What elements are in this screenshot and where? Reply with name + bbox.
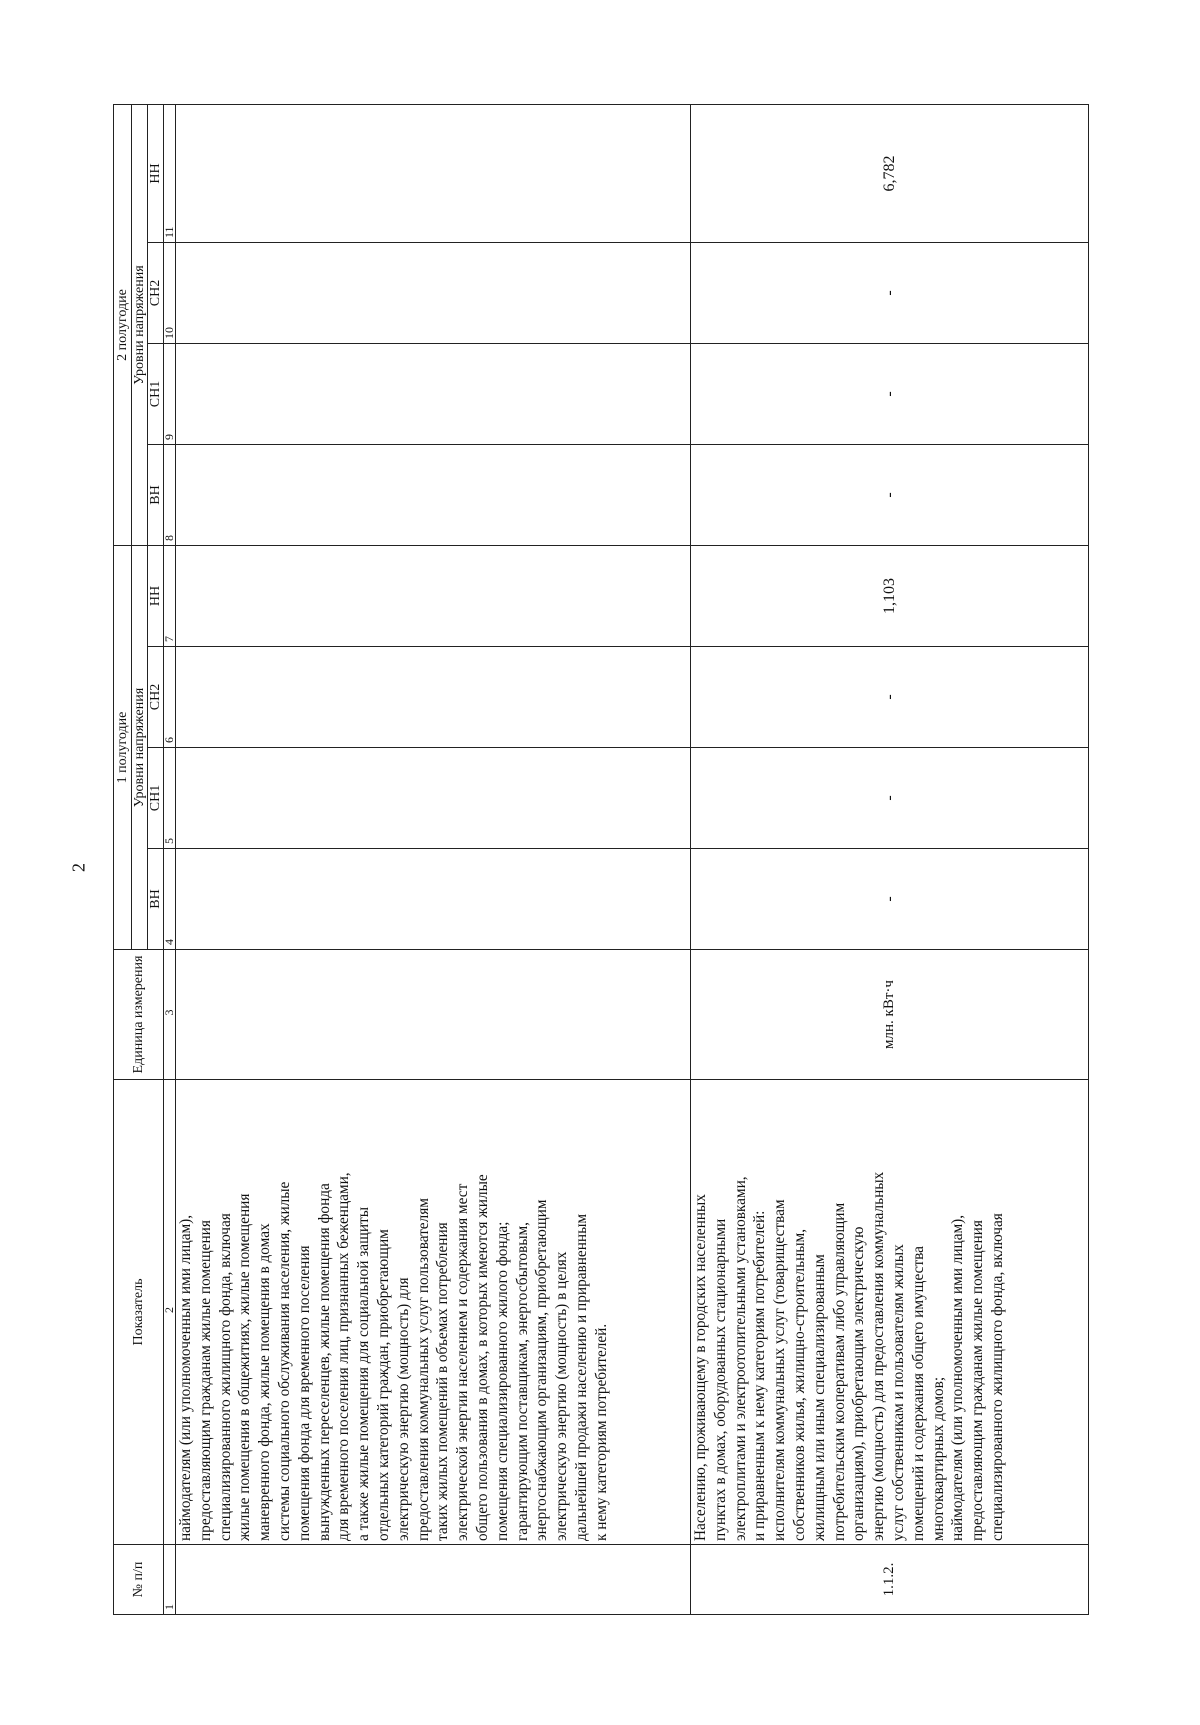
text-line: пунктах в домах, оборудованных стационарными bbox=[711, 1218, 729, 1541]
table-row bbox=[691, 105, 1089, 1615]
text-line: общего пользования в домах, в которых имеются жилые bbox=[473, 1174, 491, 1541]
value-cell: 6,782 bbox=[691, 105, 1089, 243]
page-number: 2 bbox=[68, 863, 89, 872]
header-half1: 1 полугодие bbox=[114, 546, 132, 950]
text-line: электрическую энергию (мощность) в целях bbox=[553, 1251, 571, 1541]
text-line: системы социального обслуживания населения, жилые bbox=[275, 1181, 293, 1541]
column-number: 7 bbox=[164, 546, 176, 647]
row-unit bbox=[176, 950, 691, 1080]
column-number: 5 bbox=[164, 748, 176, 849]
text-line: Населению, проживающему в городских населенных bbox=[692, 1194, 709, 1541]
row-indicator-text bbox=[176, 1080, 691, 1545]
text-line: наймодателям (или уполномоченным ими лицам), bbox=[177, 1214, 194, 1541]
value-cell bbox=[176, 344, 691, 445]
value-cell bbox=[176, 243, 691, 344]
header-indicator: Показатель bbox=[114, 1080, 164, 1545]
header-level-vn-2: ВН bbox=[148, 445, 164, 546]
text-line: специализированного жилищного фонда, включая bbox=[216, 1213, 234, 1541]
text-line: энергоснабжающим организациям, приобретающим bbox=[533, 1199, 551, 1541]
header-voltage-levels-1: Уровни напряжения bbox=[132, 546, 148, 950]
text-line: электроплитами и электроотопительными установками, bbox=[731, 1176, 749, 1541]
text-line: помещения фонда для временного поселения bbox=[295, 1245, 313, 1541]
value-cell: - bbox=[691, 748, 1089, 849]
header-level-nn-1: НН bbox=[148, 546, 164, 647]
text-line: собственников жилья, жилищно-строительным, bbox=[790, 1228, 808, 1541]
text-line: предоставляющим гражданам жилые помещения bbox=[969, 1220, 987, 1541]
header-level-sn2-1: СН2 bbox=[148, 647, 164, 748]
rotated-page-content bbox=[113, 105, 1083, 1615]
column-number: 6 bbox=[164, 647, 176, 748]
text-line: дальнейшей продажи населению и приравненным bbox=[572, 1213, 590, 1541]
text-line: организациям), приобретающим электрическую bbox=[850, 1226, 868, 1541]
header-no: № п/п bbox=[114, 1545, 164, 1615]
text-line: специализированного жилищного фонда, включая bbox=[988, 1213, 1006, 1541]
value-cell: - bbox=[691, 647, 1089, 748]
column-number: 3 bbox=[164, 950, 176, 1080]
text-line: помещений и содержания общего имущества bbox=[909, 1246, 927, 1541]
text-line: предоставляющим гражданам жилые помещения bbox=[196, 1220, 214, 1541]
header-half2: 2 полугодие bbox=[114, 105, 132, 546]
table-row bbox=[176, 105, 691, 1615]
value-cell: - bbox=[691, 344, 1089, 445]
text-line: электрической энергии населением и содержания мест bbox=[454, 1183, 472, 1541]
value-cell bbox=[176, 647, 691, 748]
header-level-sn1-1: СН1 bbox=[148, 748, 164, 849]
text-line: к нему категориям потребителей. bbox=[592, 1323, 610, 1541]
value-cell: - bbox=[691, 849, 1089, 950]
header-level-vn-1: ВН bbox=[148, 849, 164, 950]
value-cell bbox=[176, 546, 691, 647]
value-cell bbox=[176, 445, 691, 546]
text-line: исполнителям коммунальных услуг (товариществам bbox=[771, 1199, 789, 1541]
text-line: и приравненным к нему категориям потребителей: bbox=[751, 1210, 769, 1541]
text-line: вынужденных переселенцев, жилые помещения фонда bbox=[315, 1183, 333, 1541]
column-number: 9 bbox=[164, 344, 176, 445]
text-line: наймодателям (или уполномоченным ими лицам), bbox=[949, 1214, 967, 1541]
column-number: 10 bbox=[164, 243, 176, 344]
column-number: 4 bbox=[164, 849, 176, 950]
row-index bbox=[176, 1545, 691, 1615]
value-cell bbox=[176, 748, 691, 849]
column-number: 2 bbox=[164, 1080, 176, 1545]
text-line: услуг собственникам и пользователям жилых bbox=[889, 1244, 907, 1541]
text-line: многоквартирных домов; bbox=[929, 1376, 947, 1541]
row-index: 1.1.2. bbox=[691, 1545, 1089, 1615]
text-line: жилые помещения в общежитиях, жилые помещения bbox=[236, 1193, 254, 1541]
header-unit: Единица измерения bbox=[114, 950, 164, 1080]
text-line: потребительским кооперативам либо управляющим bbox=[830, 1202, 848, 1541]
value-cell: - bbox=[691, 445, 1089, 546]
text-line: энергию (мощность) для предоставления коммунальных bbox=[870, 1171, 888, 1541]
value-cell bbox=[176, 105, 691, 243]
text-line: электрическую энергию (мощность) для bbox=[394, 1277, 412, 1541]
text-line: маневренного фонда, жилые помещения в домах bbox=[256, 1223, 274, 1541]
row-unit: млн. кВт·ч bbox=[691, 950, 1089, 1080]
text-line: таких жилых помещений в объемах потребления bbox=[434, 1222, 452, 1541]
value-cell: 1,103 bbox=[691, 546, 1089, 647]
text-line: а также жилые помещения для социальной защиты bbox=[355, 1206, 373, 1541]
column-number: 1 bbox=[164, 1545, 176, 1615]
header-level-nn-2: НН bbox=[148, 105, 164, 243]
value-cell: - bbox=[691, 243, 1089, 344]
header-level-sn1-2: СН1 bbox=[148, 344, 164, 445]
text-line: гарантирующим поставщикам, энергосбытовым, bbox=[513, 1221, 531, 1541]
value-cell bbox=[176, 849, 691, 950]
text-line: жилищным или иным специализированным bbox=[810, 1254, 828, 1541]
text-line: помещения специализированного жилого фонда; bbox=[493, 1221, 511, 1541]
text-line: отдельных категорий граждан, приобретающим bbox=[374, 1229, 392, 1541]
row-indicator-text bbox=[691, 1080, 1089, 1545]
text-line: для временного поселения лиц, признанных беженцами, bbox=[335, 1172, 353, 1541]
column-number: 8 bbox=[164, 445, 176, 546]
text-line: предоставления коммунальных услуг пользователям bbox=[414, 1198, 432, 1541]
tariff-table bbox=[113, 104, 1089, 1615]
header-voltage-levels-2: Уровни напряжения bbox=[132, 105, 148, 546]
column-number: 11 bbox=[164, 105, 176, 243]
header-level-sn2-2: СН2 bbox=[148, 243, 164, 344]
